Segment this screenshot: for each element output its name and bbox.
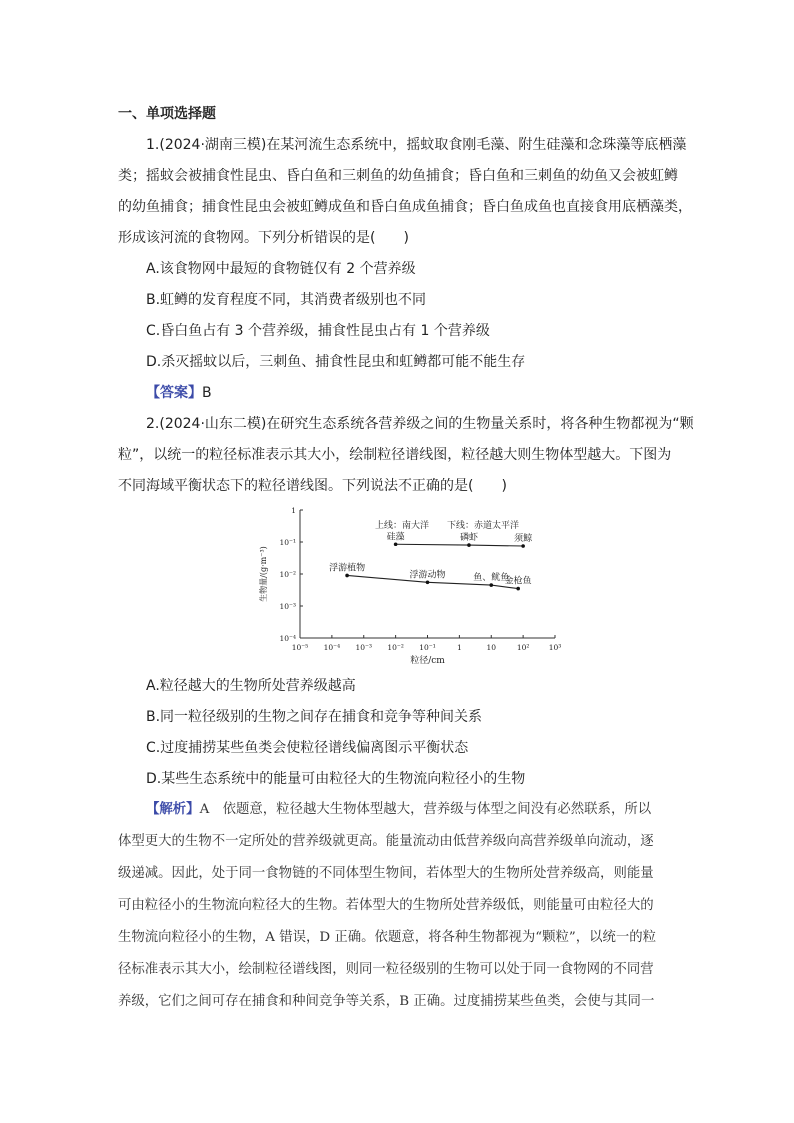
q1-line: 1.(2024·湖南三模)在某河流生态系统中，摇蚊取食刚毛藻、附生硅藻和念珠藻等底栖藻 — [146, 137, 687, 153]
analysis-line: 可由粒径小的生物流向粒径大的生物。若体型大的生物所处营养级低，则能量可由粒径大的 — [118, 898, 654, 913]
q2-line: 粒”，以统一的粒径标准表示其大小，绘制粒径谱线图，粒径越大则生物体型越大。下图为 — [118, 447, 672, 463]
data-point — [426, 581, 430, 585]
q1-option-b: B.虹鳟的发育程度不同，其消费者级别也不同 — [146, 292, 427, 308]
analysis-line: 级递减。因此，处于同一食物链的不同体型生物间，若体型大的生物所处营养级高，则能量 — [118, 866, 654, 881]
data-label: 浮游动物 — [409, 570, 446, 581]
series-line-southern-ocean — [396, 544, 524, 546]
data-point — [467, 543, 471, 547]
x-tick-label: 1 — [456, 643, 462, 652]
data-label: 硅藻 — [386, 532, 405, 543]
q1-line: 的幼鱼捕食；捕食性昆虫会被虹鳟成鱼和昏白鱼成鱼捕食；昏白鱼成鱼也直接食用底栖藻类， — [118, 199, 692, 215]
y-tick-label: 10⁻¹ — [279, 538, 296, 547]
y-tick-label: 10⁻⁴ — [279, 634, 296, 643]
q1-option-a: A.该食物网中最短的食物链仅有 2 个营养级 — [146, 261, 416, 277]
analysis-text: A 依题意，粒径越大生物体型越大，营养级与体型之间没有必然联系，所以 — [199, 802, 652, 817]
answer-value: B — [202, 385, 212, 401]
x-tick-label: 10⁻⁵ — [291, 643, 309, 652]
data-label: 磷虾 — [459, 533, 478, 544]
analysis-line: 径标准表示其大小，绘制粒径谱线图，则同一粒径级别的生物可以处于同一食物网的不同营 — [118, 962, 654, 977]
x-tick-label: 10⁻² — [387, 643, 404, 652]
analysis-tag: 【解析】 — [146, 802, 200, 817]
q1-option-d: D.杀灭摇蚊以后，三刺鱼、捕食性昆虫和虹鳟都可能不能生存 — [146, 354, 526, 370]
q2-option-c: C.过度捕捞某些鱼类会使粒径谱线偏离图示平衡状态 — [146, 740, 469, 756]
x-tick-label: 10⁻¹ — [419, 643, 436, 652]
y-tick-label: 1 — [291, 506, 296, 515]
y-axis-label: 生物量/(g·m⁻³) — [259, 546, 268, 602]
q1-option-c: C.昏白鱼占有 3 个营养级，捕食性昆虫占有 1 个营养级 — [146, 323, 490, 339]
data-label: 金枪鱼 — [504, 576, 532, 587]
analysis-line: 体型更大的生物不一定所处的营养级就更高。能量流动由低营养级向高营养级单向流动，逐 — [118, 834, 654, 849]
q2-line: 不同海域平衡状态下的粒径谱线图。下列说法不正确的是( ) — [118, 478, 507, 494]
q2-analysis — [118, 794, 678, 1018]
section-title: 一、单项选择题 — [118, 106, 216, 122]
y-tick-label: 10⁻³ — [279, 602, 296, 611]
data-point — [516, 587, 520, 591]
q2-line: 2.(2024·山东二模)在研究生态系统各营养级之间的生物量关系时，将各种生物都视为“颗 — [146, 416, 694, 432]
data-label: 鱼、鱿鱼 — [473, 573, 510, 584]
x-tick-label: 10⁻³ — [355, 643, 373, 652]
q2-option-b: B.同一粒径级别的生物之间存在捕食和竞争等种间关系 — [146, 709, 483, 725]
q1-answer — [146, 383, 212, 403]
data-point — [521, 544, 525, 548]
data-label: 须鲸 — [514, 533, 533, 544]
q2-option-a: A.粒径越大的生物所处营养级越高 — [146, 678, 356, 694]
q1-line: 类；摇蚊会被捕食性昆虫、昏白鱼和三刺鱼的幼鱼捕食；昏白鱼和三刺鱼的幼鱼又会被虹鳟 — [118, 168, 678, 184]
data-point — [489, 583, 493, 587]
x-tick-label: 10 — [486, 643, 497, 652]
answer-tag: 【答案】 — [146, 385, 202, 401]
x-axis-label: 粒径/cm — [410, 656, 445, 666]
analysis-line: 生物流向粒径小的生物，A 错误，D 正确。依题意，将各种生物都视为“颗粒”，以统一的粒 — [118, 930, 657, 945]
q2-option-d: D.某些生态系统中的能量可由粒径大的生物流向粒径小的生物 — [146, 771, 526, 787]
legend-text: 上线：南大洋 下线：赤道太平洋 — [375, 521, 520, 531]
q1-line: 形成该河流的食物网。下列分析错误的是( ) — [118, 230, 409, 246]
y-tick-label: 10⁻² — [279, 570, 296, 579]
data-point — [394, 542, 398, 546]
data-point — [345, 574, 349, 578]
analysis-line: 养级，它们之间可存在捕食和种间竞争等关系，B 正确。过度捕捞某些鱼类，会使与其同一 — [118, 994, 655, 1009]
x-tick-label: 10³ — [548, 643, 562, 652]
data-label: 浮游植物 — [329, 563, 366, 574]
x-tick-label: 10⁻⁴ — [323, 643, 341, 652]
particle-size-spectrum-chart — [255, 500, 575, 670]
x-tick-label: 10² — [516, 643, 530, 652]
analysis-line — [118, 794, 678, 826]
